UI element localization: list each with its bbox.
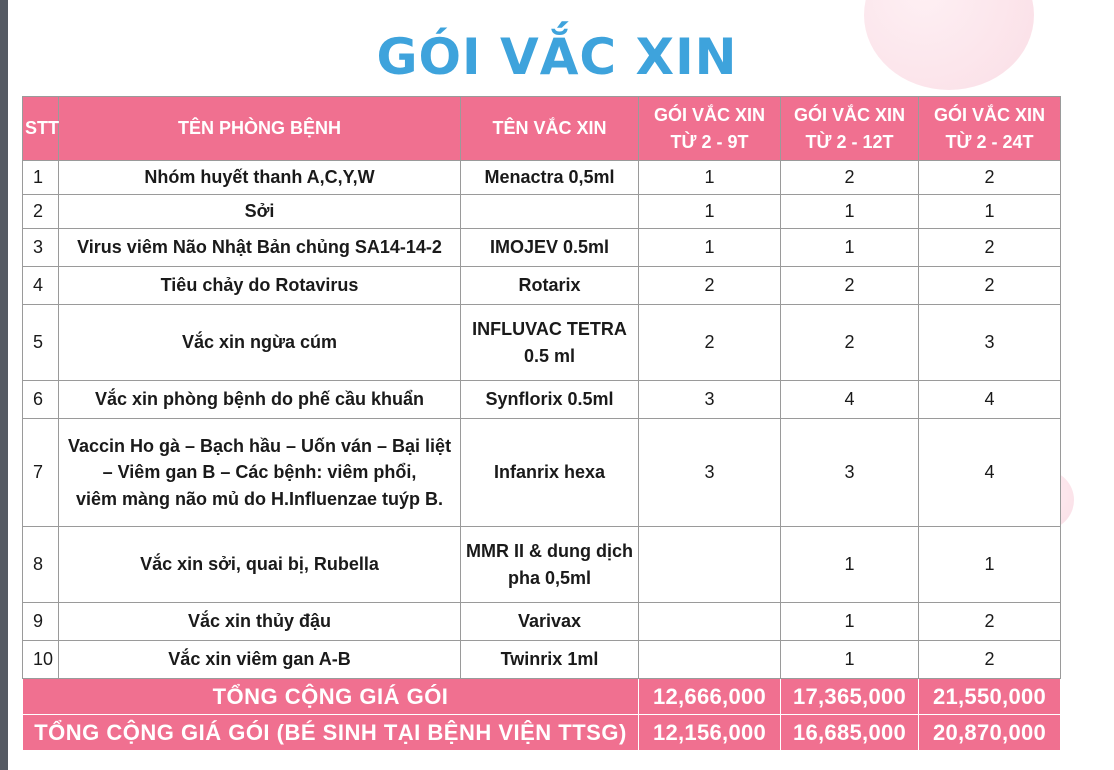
row-vaccine: Synflorix 0.5ml bbox=[461, 381, 639, 419]
row-package-2-9: 1 bbox=[639, 161, 781, 195]
row-stt: 6 bbox=[23, 381, 59, 419]
row-vaccine: Twinrix 1ml bbox=[461, 641, 639, 679]
row-package-2-9: 1 bbox=[639, 195, 781, 229]
table-row bbox=[23, 419, 1061, 527]
row-package-2-12: 3 bbox=[781, 419, 919, 527]
row-package-2-9: 2 bbox=[639, 267, 781, 305]
table-row bbox=[23, 603, 1061, 641]
row-disease: Vắc xin phòng bệnh do phế cầu khuẩn bbox=[59, 381, 461, 419]
header-package-2-9 bbox=[639, 97, 781, 161]
total-price-ttsg-2-9: 12,156,000 bbox=[639, 715, 781, 751]
row-disease bbox=[59, 419, 461, 527]
row-package-2-24: 1 bbox=[919, 527, 1061, 603]
row-package-2-9 bbox=[639, 641, 781, 679]
row-package-2-12: 1 bbox=[781, 641, 919, 679]
row-package-2-12: 2 bbox=[781, 305, 919, 381]
row-disease-line3: viêm màng não mủ do H.Influenzae tuýp B. bbox=[75, 488, 444, 509]
row-package-2-9 bbox=[639, 603, 781, 641]
row-package-2-12: 1 bbox=[781, 603, 919, 641]
row-package-2-12: 1 bbox=[781, 527, 919, 603]
row-package-2-9: 1 bbox=[639, 229, 781, 267]
row-package-2-24: 2 bbox=[919, 161, 1061, 195]
header-package-2-24 bbox=[919, 97, 1061, 161]
row-stt: 2 bbox=[23, 195, 59, 229]
table-header-row bbox=[23, 97, 1061, 161]
header-package-2-12-line2: TỪ 2 - 12T bbox=[805, 131, 894, 152]
header-vaccine: TÊN VẮC XIN bbox=[461, 97, 639, 161]
row-stt: 3 bbox=[23, 229, 59, 267]
row-package-2-24: 3 bbox=[919, 305, 1061, 381]
row-vaccine bbox=[461, 527, 639, 603]
row-disease: Nhóm huyết thanh A,C,Y,W bbox=[59, 161, 461, 195]
row-disease: Tiêu chảy do Rotavirus bbox=[59, 267, 461, 305]
row-package-2-12: 2 bbox=[781, 161, 919, 195]
row-stt: 4 bbox=[23, 267, 59, 305]
row-disease: Vắc xin sởi, quai bị, Rubella bbox=[59, 527, 461, 603]
row-package-2-12: 1 bbox=[781, 195, 919, 229]
row-package-2-24: 2 bbox=[919, 229, 1061, 267]
row-stt: 7 bbox=[23, 419, 59, 527]
table-row bbox=[23, 527, 1061, 603]
row-disease: Vắc xin thủy đậu bbox=[59, 603, 461, 641]
header-stt: STT bbox=[23, 97, 59, 161]
row-package-2-9: 2 bbox=[639, 305, 781, 381]
table-row bbox=[23, 267, 1061, 305]
header-package-2-24-line2: TỪ 2 - 24T bbox=[945, 131, 1034, 152]
table-row bbox=[23, 381, 1061, 419]
row-vaccine bbox=[461, 305, 639, 381]
row-stt: 8 bbox=[23, 527, 59, 603]
row-vaccine-line2: 0.5 ml bbox=[523, 345, 576, 366]
row-package-2-24: 2 bbox=[919, 603, 1061, 641]
row-stt: 10 bbox=[23, 641, 59, 679]
total-label-ttsg: TỔNG CỘNG GIÁ GÓI (BÉ SINH TẠI BỆNH VIỆN TTSG) bbox=[23, 715, 639, 751]
row-disease-line1: Vaccin Ho gà – Bạch hầu – Uốn ván – Bại liệt bbox=[67, 436, 452, 457]
row-package-2-24: 4 bbox=[919, 381, 1061, 419]
row-package-2-9 bbox=[639, 527, 781, 603]
row-package-2-12: 2 bbox=[781, 267, 919, 305]
row-vaccine-line1: INFLUVAC TETRA bbox=[472, 319, 627, 340]
total-price-2-24: 21,550,000 bbox=[919, 679, 1061, 715]
row-disease: Sởi bbox=[59, 195, 461, 229]
row-vaccine: Menactra 0,5ml bbox=[461, 161, 639, 195]
total-price-ttsg-2-24: 20,870,000 bbox=[919, 715, 1061, 751]
row-package-2-24: 2 bbox=[919, 641, 1061, 679]
vaccine-package-table bbox=[22, 96, 1061, 751]
header-package-2-9-line2: TỪ 2 - 9T bbox=[670, 131, 749, 152]
row-package-2-12: 1 bbox=[781, 229, 919, 267]
table-row bbox=[23, 641, 1061, 679]
table-row bbox=[23, 305, 1061, 381]
row-disease: Virus viêm Não Nhật Bản chủng SA14-14-2 bbox=[59, 229, 461, 267]
header-disease: TÊN PHÒNG BỆNH bbox=[59, 97, 461, 161]
row-vaccine: IMOJEV 0.5ml bbox=[461, 229, 639, 267]
row-package-2-12: 4 bbox=[781, 381, 919, 419]
header-package-2-12 bbox=[781, 97, 919, 161]
row-package-2-24: 1 bbox=[919, 195, 1061, 229]
row-disease: Vắc xin viêm gan A-B bbox=[59, 641, 461, 679]
total-label: TỔNG CỘNG GIÁ GÓI bbox=[23, 679, 639, 715]
row-vaccine-line1: MMR II & dung dịch bbox=[466, 541, 633, 562]
header-package-2-9-line1: GÓI VẮC XIN bbox=[653, 105, 765, 126]
row-package-2-9: 3 bbox=[639, 419, 781, 527]
left-edge-strip bbox=[0, 0, 8, 770]
row-stt: 5 bbox=[23, 305, 59, 381]
row-disease-line2: – Viêm gan B – Các bệnh: viêm phổi, bbox=[102, 462, 417, 483]
table-row bbox=[23, 229, 1061, 267]
row-stt: 9 bbox=[23, 603, 59, 641]
total-price-2-12: 17,365,000 bbox=[781, 679, 919, 715]
total-price-2-9: 12,666,000 bbox=[639, 679, 781, 715]
table-row bbox=[23, 161, 1061, 195]
row-vaccine: Rotarix bbox=[461, 267, 639, 305]
row-package-2-24: 4 bbox=[919, 419, 1061, 527]
row-disease: Vắc xin ngừa cúm bbox=[59, 305, 461, 381]
row-vaccine: Varivax bbox=[461, 603, 639, 641]
total-price-ttsg-2-12: 16,685,000 bbox=[781, 715, 919, 751]
total-row-ttsg bbox=[23, 715, 1061, 751]
table-row bbox=[23, 195, 1061, 229]
header-package-2-24-line1: GÓI VẮC XIN bbox=[933, 105, 1045, 126]
row-stt: 1 bbox=[23, 161, 59, 195]
row-package-2-9: 3 bbox=[639, 381, 781, 419]
header-package-2-12-line1: GÓI VẮC XIN bbox=[793, 105, 905, 126]
row-package-2-24: 2 bbox=[919, 267, 1061, 305]
total-row bbox=[23, 679, 1061, 715]
row-vaccine bbox=[461, 195, 639, 229]
row-vaccine-line2: pha 0,5ml bbox=[507, 567, 592, 588]
row-vaccine: Infanrix hexa bbox=[461, 419, 639, 527]
page-title: GÓI VẮC XIN bbox=[376, 28, 738, 86]
